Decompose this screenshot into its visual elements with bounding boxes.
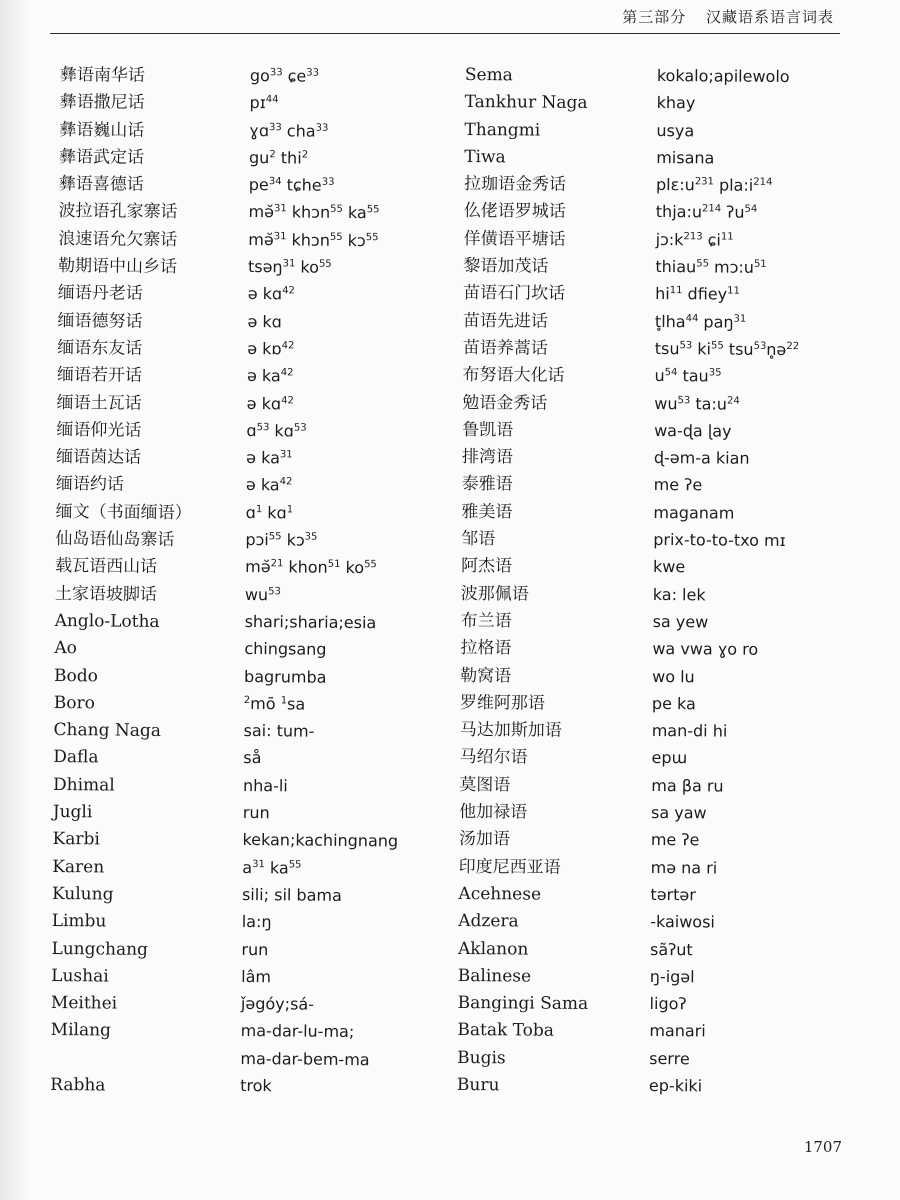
word-form-cell: $u^{54}$ tau$^{35}$ bbox=[654, 366, 722, 386]
language-name-cell: Lungchang bbox=[51, 938, 149, 960]
word-form-cell: run bbox=[242, 802, 270, 823]
language-name-cell: 缅语德努话 bbox=[57, 310, 143, 332]
language-column-right bbox=[457, 62, 650, 1101]
word-form-cell: tsǝŋ$^{31}$ $ko^{55}$ bbox=[247, 257, 332, 277]
word-form-cell: $thja:u^{214}$ ʔu$^{54}$ bbox=[655, 202, 758, 223]
word-form-cell: $wu^{53}$ $ta:u^{24}$ bbox=[654, 393, 740, 414]
language-name-cell: 雅美语 bbox=[461, 501, 513, 523]
language-name-cell: 他加禄语 bbox=[459, 801, 528, 823]
word-form-cell: tsu$^{53}$ $ki^{55}$ $tsu^{53}n̥ǝ^{22}$ bbox=[654, 338, 800, 359]
word-form-cell: usya bbox=[656, 120, 695, 140]
language-name-cell: 汤加语 bbox=[458, 829, 510, 850]
language-name-cell: 马绍尔语 bbox=[459, 747, 528, 768]
language-name-cell: 黎语加茂话 bbox=[463, 256, 549, 277]
word-form-cell: ka: lek bbox=[652, 584, 706, 605]
language-name-cell: Karbi bbox=[52, 829, 100, 850]
word-form-cell: t̥lha$^{44}$ paŋ$^{31}$ bbox=[654, 311, 747, 332]
word-form-cell: serre bbox=[649, 1048, 690, 1068]
word-form-cell: sa yaw bbox=[651, 802, 707, 823]
word-form-cell: $a^{31}$ $ka^{55}$ bbox=[242, 857, 302, 878]
page-number: 1707 bbox=[803, 1138, 842, 1156]
language-column-left bbox=[50, 62, 240, 1101]
word-form-cell: ɖ-ǝm-a kian bbox=[653, 448, 750, 468]
language-name-cell: 苗语先进话 bbox=[462, 310, 549, 332]
word-form-cell: ɣɑ$^{33}$ cha$^{33}$ bbox=[249, 120, 329, 141]
language-name-cell: Acehnese bbox=[458, 883, 542, 905]
language-name-cell: Bangingi Sama bbox=[457, 993, 589, 1015]
language-name-cell: 彝语喜德话 bbox=[58, 174, 144, 195]
word-form-cell: tǝrtǝr bbox=[650, 884, 696, 905]
language-name-cell: 土家语坡脚话 bbox=[54, 583, 157, 605]
language-name-cell: 布兰语 bbox=[460, 610, 512, 632]
word-form-cell: $gu^2$ thi$^2$ bbox=[248, 147, 309, 168]
word-form-cell: epɯ bbox=[651, 748, 688, 768]
word-form-cell: ŋ-igǝl bbox=[649, 966, 695, 987]
language-name-cell: 鲁凯语 bbox=[462, 419, 514, 441]
language-name-cell: Bodo bbox=[54, 665, 99, 686]
language-name-cell: 彝语武定话 bbox=[58, 146, 145, 168]
language-name-cell: 仫佬语罗城话 bbox=[463, 201, 566, 223]
language-name-cell: 勒窝语 bbox=[460, 665, 512, 686]
word-column-right bbox=[649, 62, 862, 1101]
word-form-cell: kwe bbox=[652, 557, 686, 577]
language-name-cell: 缅语土瓦话 bbox=[56, 392, 142, 414]
word-form-cell: man-di hi bbox=[651, 721, 728, 741]
word-form-cell: ma βa ru bbox=[651, 775, 724, 796]
language-name-cell: Milang bbox=[50, 1020, 112, 1041]
word-form-cell: ligoʔ bbox=[649, 994, 687, 1014]
word-form-cell: mǝ̆$^{31}$ khɔn$^{55}$ kɔ$^{55}$ bbox=[248, 229, 379, 250]
word-form-cell: mǝ na ri bbox=[650, 857, 718, 878]
language-name-cell: 邹语 bbox=[461, 529, 496, 550]
word-form-cell: $go^{33}$ ɕe$^{33}$ bbox=[249, 65, 320, 86]
language-name-cell: 缅语若开话 bbox=[56, 365, 143, 387]
word-form-cell: wa vwa ɣo ro bbox=[652, 639, 759, 660]
language-name-cell: Bugis bbox=[457, 1047, 506, 1069]
word-form-cell: så bbox=[243, 748, 262, 768]
language-name-cell: 缅语仰光话 bbox=[56, 419, 142, 441]
language-name-cell: Ao bbox=[54, 638, 77, 659]
language-name-cell: 佯僙语平塘话 bbox=[463, 228, 566, 250]
language-name-cell: 缅语东友话 bbox=[57, 337, 143, 359]
word-form-cell: ɑ$^{53}$ kɑ$^{53}$ bbox=[246, 420, 307, 441]
language-name-cell: Limbu bbox=[51, 911, 107, 932]
language-name-cell: Thangmi bbox=[464, 119, 541, 141]
word-form-cell: me ʔe bbox=[650, 830, 700, 850]
language-name-cell: 勉语金秀话 bbox=[462, 392, 548, 414]
word-form-cell: ǝ kɑ$^{42}$ bbox=[247, 284, 295, 304]
word-form-cell: wo lu bbox=[652, 666, 695, 686]
language-name-cell: 拉格语 bbox=[460, 638, 512, 659]
language-name-cell: Chang Naga bbox=[53, 720, 162, 742]
word-form-cell: ǝ kɑ$^{42}$ bbox=[246, 393, 294, 413]
word-form-cell: ǰǝgóy;sá- bbox=[240, 994, 315, 1014]
running-head-title: 汉藏语系语言词表 bbox=[705, 8, 834, 26]
word-form-cell: lâm bbox=[241, 966, 272, 987]
word-form-cell: -kaiwosi bbox=[650, 912, 715, 932]
language-name-cell: Dafla bbox=[53, 747, 99, 768]
word-form-cell: khay bbox=[656, 93, 696, 113]
language-name-cell: 彝语撒尼话 bbox=[59, 92, 145, 114]
word-form-cell: ma-dar-bem-ma bbox=[240, 1048, 370, 1069]
word-form-cell: ǝ kɑ bbox=[247, 311, 282, 331]
language-name-cell: Tankhur Naga bbox=[464, 92, 588, 114]
language-name-cell: 彝语巍山话 bbox=[59, 119, 145, 141]
word-form-cell: ǝ $ka^{31}$ bbox=[246, 448, 293, 468]
language-name-cell: Adzera bbox=[458, 911, 519, 932]
word-form-cell: nha-li bbox=[242, 775, 288, 796]
word-form-cell: maganam bbox=[653, 502, 735, 523]
word-form-cell: $jɔ:k^{213}$ ɕi$^{11}$ bbox=[655, 229, 734, 250]
language-name-cell: 波拉语孔家寨话 bbox=[58, 201, 178, 223]
word-form-cell: ǝ kɒ$^{42}$ bbox=[247, 338, 295, 359]
language-name-cell: 阿杰语 bbox=[460, 556, 513, 577]
language-name-cell: Sema bbox=[464, 64, 513, 86]
word-form-cell: sai: tum- bbox=[243, 721, 315, 741]
word-form-cell: prix-to-to-txo mɪ bbox=[653, 530, 786, 551]
word-form-cell: $hi^{11}$ dfiey$^{11}$ bbox=[655, 284, 740, 304]
word-form-cell: kekan;kachingnang bbox=[242, 830, 399, 851]
word-form-cell: $plɛ:u^{231}$ $pla:i^{214}$ bbox=[655, 175, 773, 195]
word-form-cell: pɔi$^{55}$ kɔ$^{35}$ bbox=[245, 530, 318, 550]
language-name-cell: 浪速语允欠寨话 bbox=[58, 228, 178, 250]
language-name-cell: 载瓦语西山话 bbox=[55, 556, 158, 578]
word-form-cell: ǝ $ka^{42}$ bbox=[246, 366, 294, 386]
language-name-cell: 排湾语 bbox=[461, 447, 513, 468]
word-form-cell: mǝ̆$^{21}$ khon$^{51}$ $ko^{55}$ bbox=[245, 557, 377, 578]
word-form-cell: thiau$^{55}$ $mɔ:u^{51}$ bbox=[655, 257, 767, 277]
word-form-cell: ma-dar-lu-ma; bbox=[240, 1021, 355, 1042]
word-form-cell: bagrumba bbox=[244, 666, 327, 687]
word-form-cell: run bbox=[241, 939, 269, 959]
word-form-cell: $wu^{53}$ bbox=[244, 584, 281, 604]
language-name-cell: Lushai bbox=[51, 965, 109, 987]
language-name-cell: 勒期语中山乡话 bbox=[57, 256, 178, 278]
word-form-cell: trok bbox=[240, 1075, 272, 1096]
language-name-cell: 泰雅语 bbox=[461, 474, 513, 495]
language-name-cell: 彝语南华话 bbox=[59, 64, 145, 86]
language-name-cell: Anglo-Lotha bbox=[54, 610, 160, 632]
language-name-cell: 印度尼西亚语 bbox=[458, 856, 561, 878]
word-form-cell: kokalo;apilewolo bbox=[656, 65, 790, 87]
word-form-cell: wa-ɖa ɭay bbox=[654, 420, 732, 441]
word-form-cell: mǝ̆$^{31}$ khɔn$^{55}$ $ka^{55}$ bbox=[248, 202, 380, 223]
language-name-cell: Dhimal bbox=[52, 774, 115, 796]
word-form-cell: ǝ $ka^{42}$ bbox=[245, 475, 293, 495]
running-head bbox=[622, 6, 834, 27]
language-name-cell: 布努语大化话 bbox=[462, 365, 565, 387]
language-name-cell: Aklanon bbox=[457, 938, 529, 960]
word-form-cell: sa yew bbox=[652, 611, 709, 632]
word-form-cell: me ʔe bbox=[653, 475, 703, 495]
word-form-cell: $^2$mō $^1$sa bbox=[243, 693, 306, 714]
language-name-cell: 缅文（书面缅语） bbox=[55, 501, 192, 524]
word-column-left bbox=[240, 62, 455, 1101]
language-name-cell: Jugli bbox=[52, 801, 93, 823]
language-name-cell: 缅语茵达话 bbox=[56, 447, 142, 468]
word-form-cell: la:ŋ bbox=[241, 912, 272, 932]
language-name-cell bbox=[50, 1045, 230, 1074]
language-name-cell: 苗语养蒿话 bbox=[462, 337, 548, 359]
language-name-cell: Kulung bbox=[51, 883, 114, 905]
language-name-cell: Meithei bbox=[50, 993, 118, 1014]
running-head-part: 第三部分 bbox=[622, 8, 687, 26]
word-form-cell: manari bbox=[649, 1021, 706, 1041]
language-name-cell: Rabha bbox=[50, 1074, 106, 1096]
language-name-cell: 缅语丹老话 bbox=[57, 283, 143, 305]
language-name-cell: Tiwa bbox=[464, 146, 506, 168]
language-name-cell: 马达加斯加语 bbox=[459, 720, 562, 741]
language-name-cell: Karen bbox=[52, 856, 105, 878]
language-name-cell: 莫图语 bbox=[459, 774, 511, 796]
word-form-cell: sili; sil bama bbox=[241, 884, 342, 905]
word-form-cell: sãʔut bbox=[649, 939, 693, 959]
word-form-cell: pe ka bbox=[651, 693, 696, 714]
binding-shadow bbox=[0, 0, 30, 1200]
word-form-cell: chingsang bbox=[244, 639, 327, 659]
language-name-cell: Batak Toba bbox=[457, 1020, 555, 1042]
language-name-cell: 仙岛语仙岛寨话 bbox=[55, 529, 175, 551]
language-name-cell: Buru bbox=[456, 1074, 500, 1096]
word-form-cell: misana bbox=[656, 147, 715, 168]
language-name-cell: Balinese bbox=[457, 965, 532, 987]
language-name-cell: 缅语约话 bbox=[55, 474, 125, 496]
word-form-cell: shari;sharia;esia bbox=[244, 611, 377, 633]
language-name-cell: 拉珈语金秀话 bbox=[463, 174, 567, 195]
language-name-cell: 罗维阿那语 bbox=[459, 692, 546, 714]
language-name-cell: 苗语石门坎话 bbox=[463, 283, 566, 305]
language-name-cell: 波那佩语 bbox=[460, 583, 529, 605]
word-form-cell: pɪ$^{44}$ bbox=[249, 93, 279, 113]
header-rule bbox=[50, 33, 840, 34]
word-form-cell: ep-kiki bbox=[648, 1075, 703, 1096]
language-name-cell: Boro bbox=[53, 692, 96, 714]
word-form-cell: $pe^{34}$ tɕhe$^{33}$ bbox=[248, 175, 335, 195]
word-form-cell: ɑ$^1$ kɑ$^1$ bbox=[245, 502, 294, 523]
